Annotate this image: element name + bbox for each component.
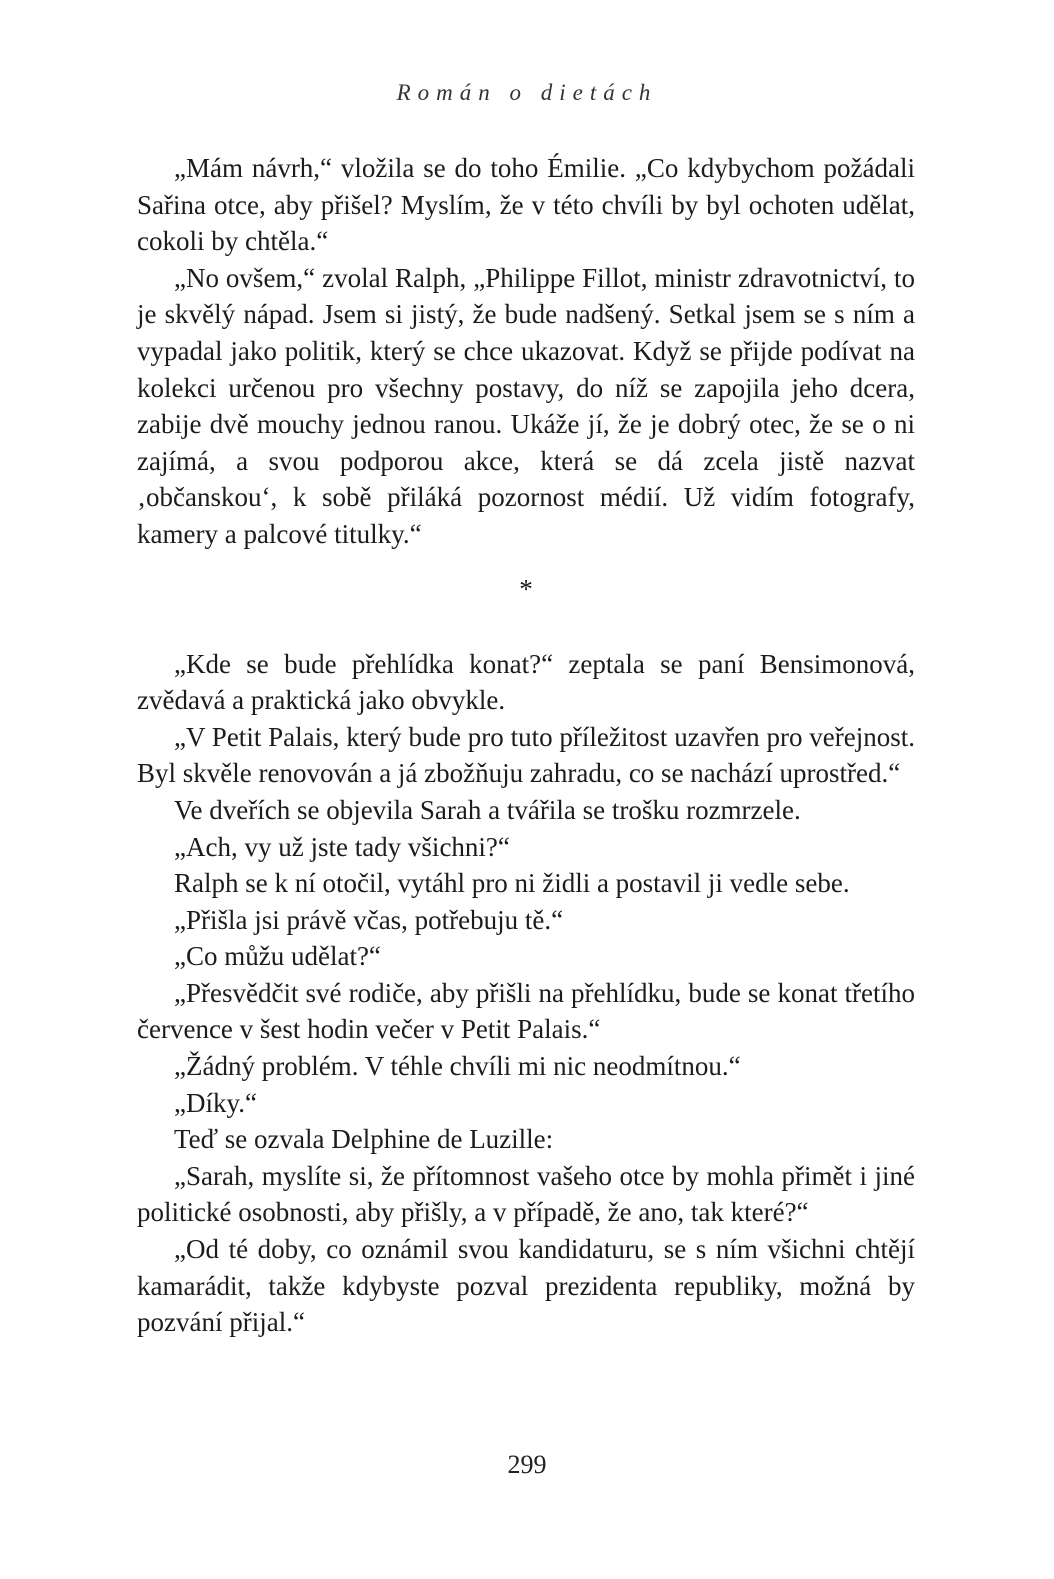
paragraph: „Díky.“ — [174, 1087, 257, 1118]
paragraph: „Od té doby, co oznámil svou kandidaturu, se s ním všichni chtějí kamarádit, takže kdybyste pozval prezidenta republiky, možná by pozvání přijal.“ — [137, 1234, 915, 1338]
paragraph: „V Petit Palais, který bude pro tuto příležitost uzavřen pro veřejnost. Byl skvěle renovován a já zbožňuju zahradu, co se nachází uprostřed.“ — [137, 721, 915, 789]
paragraph: Ralph se k ní otočil, vytáhl pro ni židli a postavil ji vedle sebe. — [174, 868, 850, 899]
paragraph: Teď se ozvala Delphine de Luzille: — [174, 1124, 554, 1155]
paragraph: „Kde se bude přehlídka konat?“ zeptala se paní Bensimonová, zvědavá a praktická jako obvykle. — [137, 648, 915, 716]
paragraph: „Přesvědčit své rodiče, aby přišli na přehlídku, bude se konat třetího července v šest hodin večer v Petit Palais.“ — [137, 977, 915, 1045]
paragraph: Ve dveřích se objevila Sarah a tvářila se trošku rozmrzele. — [174, 794, 801, 825]
body-text — [137, 150, 915, 1341]
paragraph: „Mám návrh,“ vložila se do toho Émilie. „Co kdybychom požádali Sařina otce, aby přišel? Myslím, že v této chvíli by byl ochoten udělat, cokoli by chtěla.“ — [137, 153, 915, 257]
paragraph: „Žádný problém. V téhle chvíli mi nic neodmítnou.“ — [174, 1051, 741, 1082]
paragraph: „No ovšem,“ zvolal Ralph, „Philippe Fillot, ministr zdravotnictví, to je skvělý nápad. Jsem si jistý, že bude nadšený. Setkal jsem se s ním a vypadal jako politik, který se chce ukazovat. Když se přijde podívat na kolekci určenou pro všechny postavy, do níž se zapojila jeho dcera, zabije dvě mouchy jednou ranou. Ukáže jí, že je dobrý otec, že se o ni zajímá, a svou podporou akce, která se dá zcela jistě nazvat ‚občanskou‘, k sobě přiláká pozornost médií. Už vidím fotografy, kamery a palcové titulky.“ — [137, 262, 915, 549]
paragraph: „Sarah, myslíte si, že přítomnost vašeho otce by mohla přimět i jiné politické osobnosti, aby přišly, a v případě, že ano, tak které?“ — [137, 1160, 915, 1228]
paragraph: „Ach, vy už jste tady všichni?“ — [174, 831, 510, 862]
section-break: * — [519, 573, 533, 604]
paragraph: „Co můžu udělat?“ — [174, 941, 381, 972]
running-head: Román o dietách — [396, 80, 658, 105]
paragraph: „Přišla jsi právě včas, potřebuju tě.“ — [174, 904, 564, 935]
page-number: 299 — [507, 1450, 547, 1479]
